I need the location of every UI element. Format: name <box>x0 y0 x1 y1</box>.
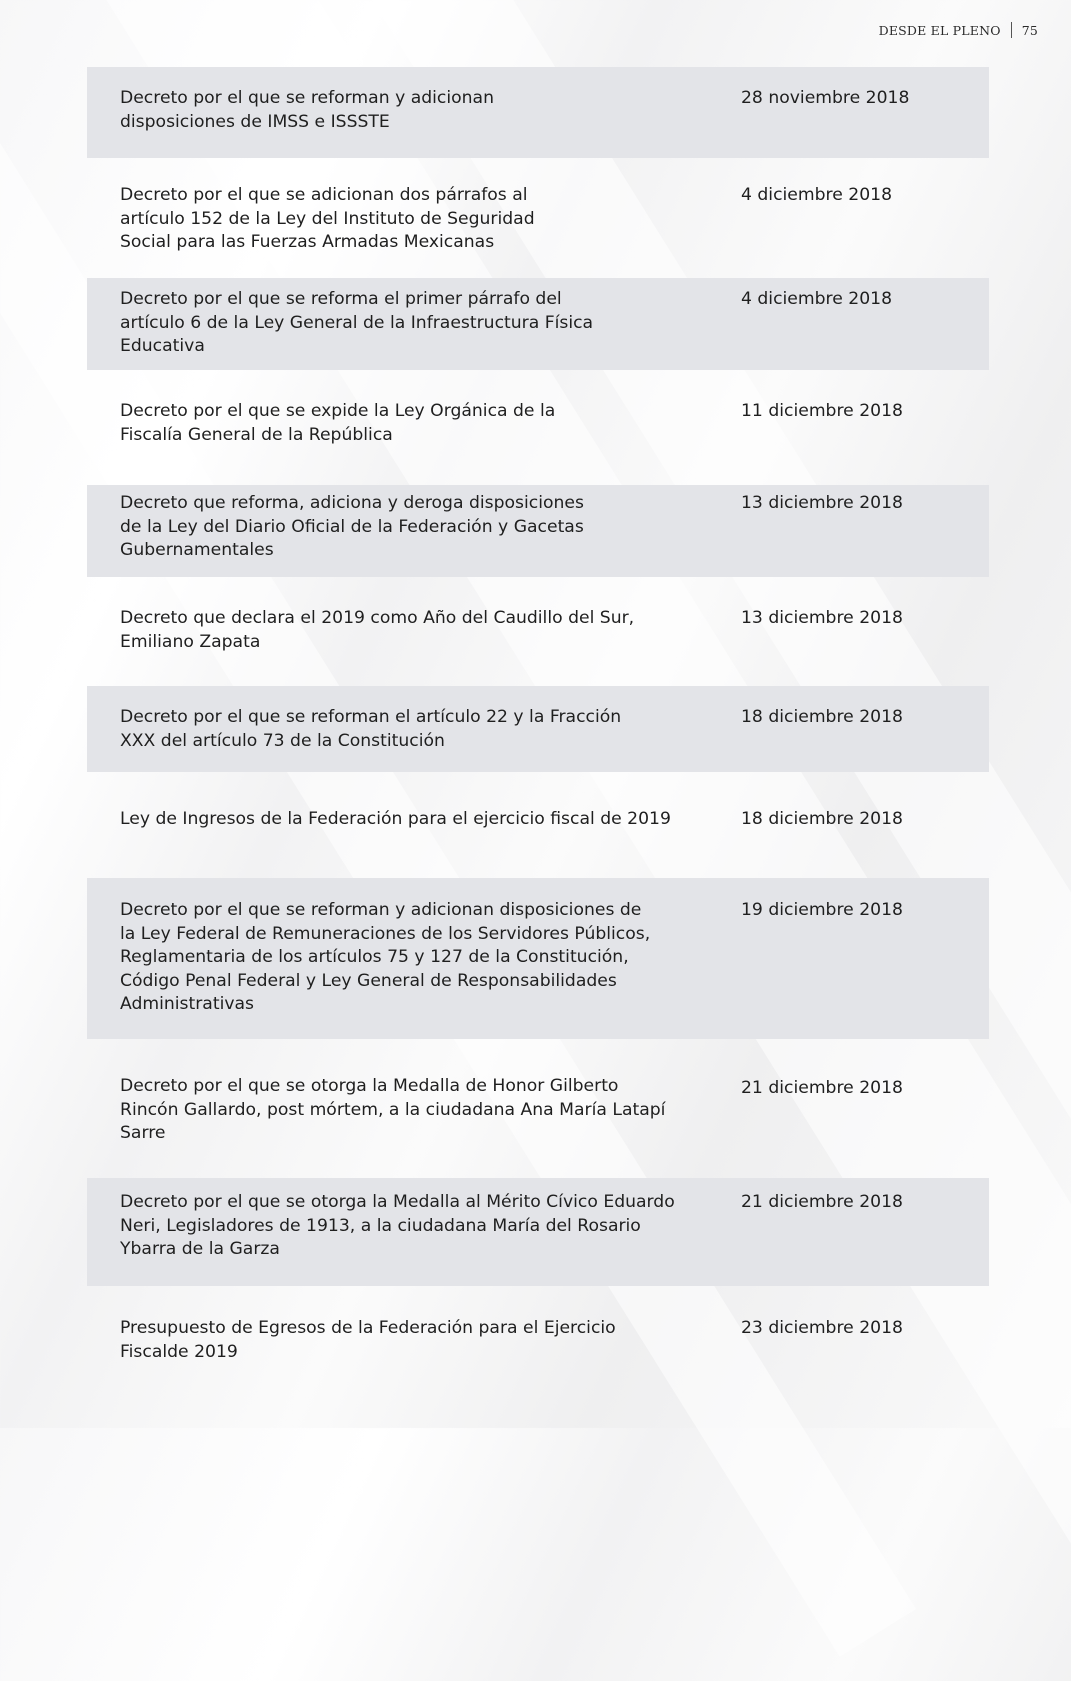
row-date: 19 diciembre 2018 <box>741 900 903 920</box>
table-row <box>87 370 989 485</box>
running-header <box>879 22 1038 38</box>
row-date: 21 diciembre 2018 <box>741 1192 903 1212</box>
row-description: Decreto por el que se otorga la Medalla al Mérito Cívico Eduardo Neri, Legisladores de 1913, a la ciudadana María del Rosario Ybarra de la Garza <box>120 1192 675 1259</box>
row-description: Decreto por el que se reforman y adicionan disposiciones de la Ley Federal de Remuneraciones de los Servidores Públicos, Reglamentaria de los artículos 75 y 127 de la Constitución, Código Penal Federal y Ley General de Responsabilidades Administrativas <box>120 900 651 1014</box>
row-description: Decreto por el que se reforman el artículo 22 y la Fracción XXX del artículo 73 de la Constitución <box>120 707 622 751</box>
row-date: 4 diciembre 2018 <box>741 185 893 205</box>
table-row <box>87 1039 989 1178</box>
decree-table <box>87 67 989 1386</box>
table-row <box>87 686 989 772</box>
row-description: Presupuesto de Egresos de la Federación para el Ejercicio Fiscalde 2019 <box>120 1318 616 1362</box>
row-date: 28 noviembre 2018 <box>741 88 910 108</box>
table-row <box>87 772 989 878</box>
row-date: 4 diciembre 2018 <box>741 289 893 309</box>
row-description: Decreto que declara el 2019 como Año del Caudillo del Sur, Emiliano Zapata <box>120 608 635 652</box>
table-row <box>87 158 989 278</box>
section-title: DESDE EL PLENO <box>878 22 1001 38</box>
table-row <box>87 577 989 686</box>
table-row <box>87 1286 989 1386</box>
header-divider <box>1011 22 1012 38</box>
row-description: Decreto por el que se expide la Ley Orgánica de la Fiscalía General de la República <box>120 401 556 445</box>
table-row <box>87 278 989 370</box>
row-description: Decreto por el que se adicionan dos párrafos al artículo 152 de la Ley del Instituto de Seguridad Social para las Fuerzas Armadas Mexicanas <box>120 185 535 252</box>
row-date: 18 diciembre 2018 <box>741 707 903 727</box>
table-row <box>87 878 989 1039</box>
row-description: Decreto por el que se reforman y adicionan disposiciones de IMSS e ISSSTE <box>120 88 494 132</box>
row-date: 21 diciembre 2018 <box>741 1078 903 1098</box>
row-description: Decreto que reforma, adiciona y deroga disposiciones de la Ley del Diario Oficial de la Federación y Gacetas Gubernamentales <box>120 493 584 560</box>
row-description: Decreto por el que se otorga la Medalla de Honor Gilberto Rincón Gallardo, post mórtem, a la ciudadana Ana María Latapí Sarre <box>120 1076 666 1143</box>
row-description: Ley de Ingresos de la Federación para el ejercicio fiscal de 2019 <box>120 809 671 829</box>
page-number: 75 <box>1021 22 1038 38</box>
row-date: 11 diciembre 2018 <box>741 401 903 421</box>
row-date: 13 diciembre 2018 <box>741 608 903 628</box>
row-date: 18 diciembre 2018 <box>741 809 903 829</box>
row-date: 23 diciembre 2018 <box>741 1318 903 1338</box>
table-row <box>87 1178 989 1286</box>
row-date: 13 diciembre 2018 <box>741 493 903 513</box>
table-row <box>87 67 989 158</box>
row-description: Decreto por el que se reforma el primer párrafo del artículo 6 de la Ley General de la Infraestructura Física Educativa <box>120 289 594 356</box>
table-row <box>87 485 989 577</box>
